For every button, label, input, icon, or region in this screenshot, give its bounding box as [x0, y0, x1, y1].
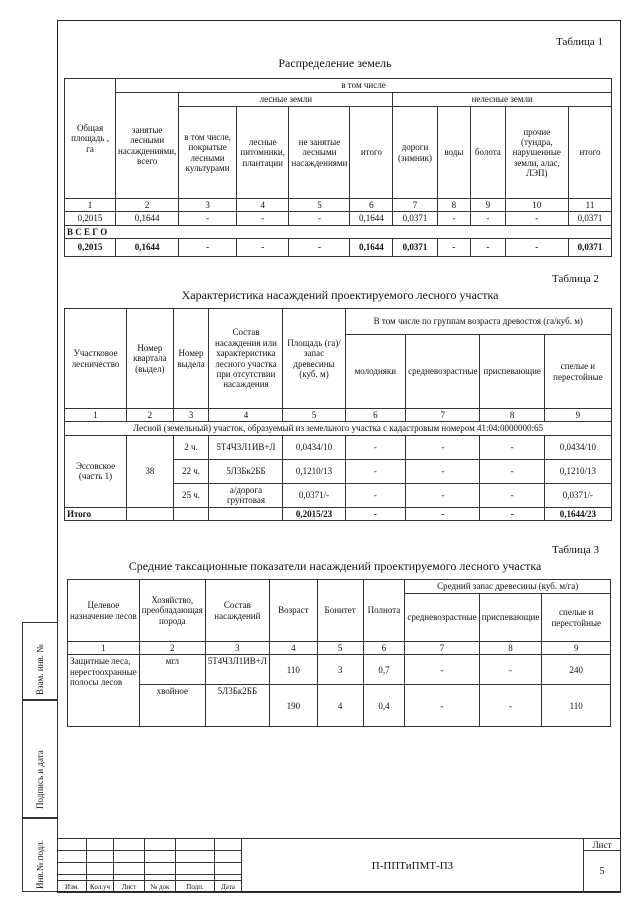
t1-h-total-forest: итого [350, 107, 393, 199]
t2-h-ripe: спелые и перестойные [544, 335, 611, 409]
t3-num: 7 [405, 642, 479, 655]
t3-num: 8 [479, 642, 542, 655]
t2-h-quarter: Номер квартала (выдел) [127, 309, 174, 409]
t1-num: 10 [505, 199, 568, 212]
t1-cell: 0,0371 [568, 212, 611, 225]
t1-num: 6 [350, 199, 393, 212]
t1-h-occupied: занятые лесными насаждениями, всего [116, 93, 179, 199]
t2-total-cell: - [406, 507, 480, 520]
t2-cell: 0,1210/13 [544, 459, 611, 483]
t3-num: 5 [317, 642, 363, 655]
t1-cell: 0,1644 [350, 212, 393, 225]
t2-cell: 25 ч. [173, 483, 209, 507]
t1-cell: - [236, 212, 289, 225]
t2-total-label: Итого [65, 507, 127, 520]
t2-cell: - [480, 435, 544, 459]
t3-h-density: Полнота [363, 580, 405, 642]
table-row [65, 507, 612, 520]
t3-num: 9 [542, 642, 611, 655]
t2-total-cell: - [345, 507, 406, 520]
t2-h-area: Площадь (га)/ запас древесины (куб. м) [283, 309, 345, 409]
sheet-label: Лист [584, 839, 621, 851]
stamp-col: Изм. [58, 881, 87, 893]
table3-title: Средние таксационные показатели насаждений проектируемого лесного участка [128, 559, 542, 573]
t2-cell: 2 ч. [173, 435, 209, 459]
table-row [65, 239, 612, 257]
stamp-col: № док [145, 881, 176, 893]
t1-num: 2 [116, 199, 179, 212]
t1-all-cell: 0,1644 [116, 239, 179, 257]
t3-cell: 3 [317, 655, 363, 685]
t2-num: 6 [345, 409, 406, 422]
t2-cell: 0,0371/- [283, 483, 345, 507]
t2-cell: - [480, 459, 544, 483]
t1-num: 1 [65, 199, 116, 212]
t2-district: Эссовское (часть 1) [65, 435, 127, 507]
t1-all-cell: - [505, 239, 568, 257]
doc-code: П-ППТиПМТ-ПЗ [242, 839, 584, 893]
t3-cell: хвойное [139, 685, 205, 727]
t3-cell: 240 [542, 655, 611, 685]
table-row [65, 422, 612, 435]
t1-cell: - [505, 212, 568, 225]
t1-h-water: воды [437, 107, 471, 199]
t3-cell: 5Т4Ч3Л1ИВ+Л [205, 655, 269, 685]
t1-num: 8 [437, 199, 471, 212]
table2-caption: Таблица 2 [552, 273, 600, 285]
t1-all-cell: 0,2015 [65, 239, 116, 257]
t2-cell: - [406, 483, 480, 507]
table1-caption: Таблица 1 [556, 36, 604, 48]
t2-num: 9 [544, 409, 611, 422]
stamp-col: Дата [215, 881, 242, 893]
t3-h-ripe: спелые и перестойные [542, 594, 611, 642]
t1-h-roads: дороги (зимник) [393, 107, 437, 199]
t2-cell: - [345, 483, 406, 507]
stamp-col: Лист [114, 881, 145, 893]
t2-num: 2 [127, 409, 174, 422]
table2 [64, 308, 612, 521]
t1-cell: 0,1644 [116, 212, 179, 225]
t1-h-incl: в том числе [116, 79, 612, 93]
t3-h-farm: Хозяйство, преобладающая порода [139, 580, 205, 642]
t2-total-cell: 0,2015/23 [283, 507, 345, 520]
t2-cell: - [406, 459, 480, 483]
t2-total-cell: - [480, 507, 544, 520]
t2-h-district: Участковое лесничество [65, 309, 127, 409]
t1-all-label: В С Е Г О [65, 225, 612, 238]
t2-num: 7 [406, 409, 480, 422]
t1-h-bog: болота [471, 107, 505, 199]
t1-cell: - [437, 212, 471, 225]
t3-cell: 0,7 [363, 655, 405, 685]
table3-caption: Таблица 3 [552, 544, 600, 556]
t2-cell: 0,0434/10 [283, 435, 345, 459]
t1-all-cell: - [289, 239, 350, 257]
t1-h-total-nonforest: итого [568, 107, 611, 199]
t2-h-groups: В том числе по группам возраста древостоя (га/куб. м) [345, 309, 611, 335]
t3-purpose: Защитные леса, нерестоохранные полосы лесов [68, 655, 140, 727]
table-row [65, 199, 612, 212]
t3-h-age: Возраст [269, 580, 317, 642]
t2-h-pre: приспевающие [480, 335, 544, 409]
t1-all-cell: 0,0371 [393, 239, 437, 257]
t2-num: 8 [480, 409, 544, 422]
t2-cell: а/дорога грунтовая [209, 483, 283, 507]
table2-title: Характеристика насаждений проектируемого лесного участка [181, 288, 499, 302]
t3-cell: 4 [317, 685, 363, 727]
t1-all-cell: - [437, 239, 471, 257]
side-box-inv [22, 818, 58, 892]
t3-cell: - [479, 655, 542, 685]
stamp-col: Кол.уч [87, 881, 114, 893]
t3-num: 2 [139, 642, 205, 655]
t2-quarter: 38 [127, 435, 174, 507]
t2-cell: 22 ч. [173, 459, 209, 483]
t2-cell: 0,1210/13 [283, 459, 345, 483]
t3-h-comp: Состав насаждений [205, 580, 269, 642]
stamp-col: Подп. [176, 881, 215, 893]
t3-num: 3 [205, 642, 269, 655]
t2-h-plot: Номер выдела [173, 309, 209, 409]
t2-cell: 0,0434/10 [544, 435, 611, 459]
t2-num: 1 [65, 409, 127, 422]
t1-h-nonforest: нелесные земли [393, 93, 612, 107]
t2-num: 4 [209, 409, 283, 422]
table-row [65, 409, 612, 422]
table1 [64, 78, 612, 257]
t3-cell: 0,4 [363, 685, 405, 727]
table1-title: Распределение земель [278, 56, 392, 70]
t3-h-purpose: Целевое назначение лесов [68, 580, 140, 642]
t2-num: 3 [173, 409, 209, 422]
t3-cell: мгл [139, 655, 205, 685]
t2-cadastral: Лесной (земельный) участок, образуемый из земельного участка с кадастровым номером 41:04:0000000:65 [65, 422, 612, 435]
t1-h-other: прочие (тундра, нарушенные земли, алас, ЛЭП) [505, 107, 568, 199]
table-row [68, 685, 611, 727]
t3-num: 6 [363, 642, 405, 655]
t2-cell: 5Л3Бк2ББ [209, 459, 283, 483]
side-label-vzam: Взам. инв. № [35, 644, 45, 695]
side-box-vzam [22, 622, 58, 700]
t2-cell: - [406, 435, 480, 459]
t2-cell: - [345, 459, 406, 483]
t3-cell: - [405, 655, 479, 685]
t2-cell: - [345, 435, 406, 459]
t3-cell: 5Л3Бк2ББ [205, 685, 269, 727]
t1-all-cell: 0,1644 [350, 239, 393, 257]
t1-h-cultures: в том числе, покрытые лесными культурами [179, 107, 237, 199]
t1-cell: - [179, 212, 237, 225]
t2-cell: 5Т4Ч3Л1ИВ+Л [209, 435, 283, 459]
t2-h-mid: средневозрастные [406, 335, 480, 409]
t3-h-pre: приспевающие [479, 594, 542, 642]
t3-cell: - [405, 685, 479, 727]
t3-cell: 190 [269, 685, 317, 727]
t3-h-stock: Средний запас древесины (куб. м/га) [405, 580, 611, 594]
t1-all-cell: 0,0371 [568, 239, 611, 257]
t1-all-cell: - [471, 239, 505, 257]
t3-cell: - [479, 685, 542, 727]
side-label-podp: Подпись и дата [35, 750, 45, 809]
side-box-podp [22, 700, 58, 818]
t1-h-nursery: лесные питомники, плантации [236, 107, 289, 199]
t2-h-young: молодняки [345, 335, 406, 409]
t2-total-cell: 0,1644/23 [544, 507, 611, 520]
t1-h-total: Общая площадь , га [65, 79, 116, 199]
t1-h-notoccupied: не занятые лесными насаждениями [289, 107, 350, 199]
t1-all-cell: - [236, 239, 289, 257]
t1-num: 7 [393, 199, 437, 212]
table-row [68, 655, 611, 685]
t1-cell: 0,2015 [65, 212, 116, 225]
table-row [68, 642, 611, 655]
t1-num: 3 [179, 199, 237, 212]
table3 [67, 579, 611, 727]
sheet-number: 5 [584, 851, 621, 893]
t1-cell: 0,0371 [393, 212, 437, 225]
t1-num: 9 [471, 199, 505, 212]
t3-cell: 110 [542, 685, 611, 727]
t2-cell: - [480, 483, 544, 507]
t3-num: 1 [68, 642, 140, 655]
t2-num: 5 [283, 409, 345, 422]
t1-num: 5 [289, 199, 350, 212]
t1-all-cell: - [179, 239, 237, 257]
title-block [57, 838, 621, 893]
t3-h-mid: средневозрастные [405, 594, 479, 642]
t3-h-bonitet: Бонитет [317, 580, 363, 642]
t2-cell: 0,0371/- [544, 483, 611, 507]
t1-num: 11 [568, 199, 611, 212]
t1-num: 4 [236, 199, 289, 212]
t1-cell: - [471, 212, 505, 225]
t1-h-forest: лесные земли [179, 93, 393, 107]
t3-num: 4 [269, 642, 317, 655]
table-row [65, 435, 612, 459]
t3-cell: 110 [269, 655, 317, 685]
t2-h-comp: Состав насаждения или характеристика лесного участка при отсутствии насаждения [209, 309, 283, 409]
t1-cell: - [289, 212, 350, 225]
table-row [65, 225, 612, 238]
table-row [65, 212, 612, 225]
side-label-inv: Инв.№ подл. [35, 839, 45, 889]
